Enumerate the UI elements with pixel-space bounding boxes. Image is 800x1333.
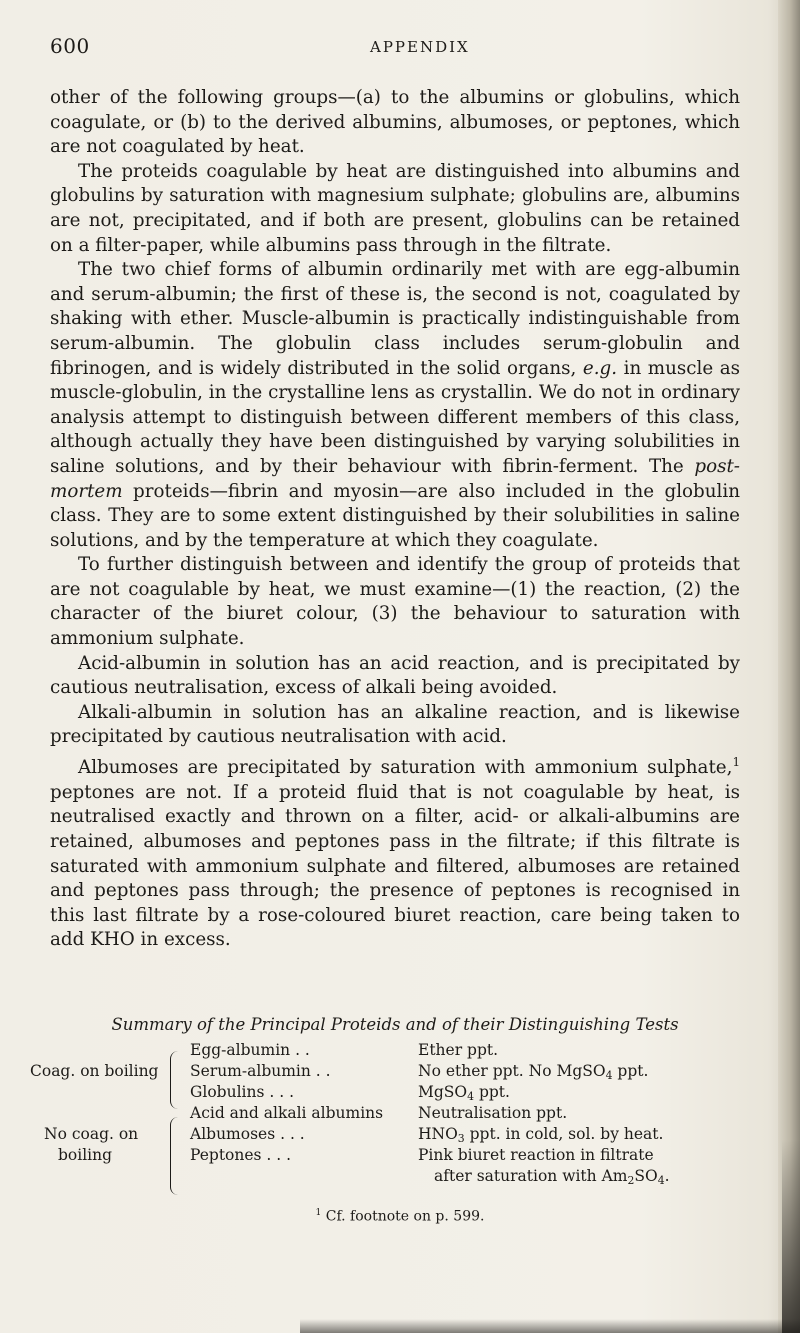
paragraph-3-post-mortem: post-mortem (50, 455, 740, 502)
paragraph-3-part-b: in muscle as muscle-globulin, in the crystalline lens as crystallin. We do not in ordinary analysis attempt to distinguish between different members of this class, although actually they have been distinguished by varying solubilities in saline solutions, and by their behaviour with fibrin-ferment. The (50, 357, 741, 477)
paragraph-4: To further distinguish between and identify the group of proteids that are not coagulable by heat, we must examine—(1) the reaction, (2) the character of the biuret colour, (3) the behaviour to saturation with ammonium sulphate. (50, 554, 740, 650)
table-row (30, 1124, 760, 1145)
paragraph-6: Alkali-albumin in solution has an alkaline reaction, and is likewise precipitated by cautious neutralisation with acid. (50, 701, 740, 748)
running-head: APPENDIX (370, 38, 470, 56)
body-text (50, 86, 740, 953)
test-result: MgSO$_4$ ppt. (418, 1083, 510, 1103)
proteid-name: Serum-albumin (190, 1062, 311, 1080)
test-result: after saturation with $Am_2SO_4$. (434, 1167, 670, 1187)
leader-dots: . . . (261, 1146, 292, 1164)
footnote (0, 1208, 800, 1225)
paragraph-3-part-a: The two chief forms of albumin ordinarily met with are egg-albumin and serum-albumin; the first of these is, the second is not, coagulated by shaking with ether. Muscle-albumin is practically indistinguishable from serum-albumin. The globulin class includes serum-globulin and fibrinogen, and is widely distributed in the solid organs, (50, 259, 740, 379)
table-row (30, 1061, 760, 1082)
paragraph-2: The proteids coagulable by heat are distinguished into albumins and globulins by saturation with magnesium sulphate; globulins are, albumins are not, precipitated, and if both are present, globulins can be retained on a filter-paper, while albumins pass through in the filtrate. (50, 160, 740, 256)
proteid-name: Egg-albumin (190, 1041, 291, 1059)
table-row (30, 1103, 760, 1124)
summary-table (30, 1015, 760, 1187)
bottom-shadow (300, 1319, 800, 1333)
page-header (50, 34, 740, 74)
proteid-name: Acid and alkali albumins (190, 1104, 384, 1122)
footnote-mark: 1 (315, 1208, 322, 1218)
paragraph-3 (50, 258, 740, 553)
paragraph-5: Acid-albumin in solution has an acid reaction, and is precipitated by cautious neutralisation, excess of alkali being avoided. (50, 652, 740, 699)
leader-dots: . . . (264, 1083, 294, 1101)
paragraph-7 (50, 750, 740, 953)
footnote-reference: 1 (732, 755, 740, 770)
proteid-name: Globulins (190, 1083, 265, 1101)
proteid-name: Peptones (190, 1146, 262, 1164)
leader-dots: . . (290, 1041, 310, 1059)
summary-title: Summary of the Principal Proteids and of their Distinguishing Tests (111, 1015, 679, 1034)
paragraph-3-part-c: proteids—fibrin and myosin—are also included in the globulin class. They are to some extent distinguished by their solubilities in saline solutions, and by the temperature at which they coagulate. (50, 480, 740, 551)
test-result: Ether ppt. (418, 1041, 499, 1059)
paragraph-7-part-a: Albumoses are precipitated by saturation with ammonium sulphate, (78, 757, 733, 779)
footnote-text: Cf. footnote on p. 599. (321, 1208, 485, 1225)
paragraph-7-part-b: peptones are not. If a proteid fluid that is not coagulable by heat, is neutralised exactly and thrown on a filter, acid- or alkali-albumins are retained, albumoses and peptones pass in the filtrate; if this filtrate is saturated with ammonium sulphate and filtered, albumoses are retained and peptones pass through; the presence of peptones is recognised in this last filtrate by a rose-coloured biuret reaction, care being taken to add KHO in excess. (50, 781, 740, 951)
table-row (30, 1166, 760, 1187)
group-label-coag: Coag. on boiling (30, 1062, 159, 1080)
test-result: Pink biuret reaction in filtrate (418, 1146, 654, 1164)
test-result: $HNO_3$ ppt. in cold, sol. by heat. (418, 1125, 664, 1145)
page-edge (778, 0, 800, 1333)
table-row (30, 1040, 760, 1061)
paragraph-1: other of the following groups—(a) to the albumins or globulins, which coagulate, or (b) to the derived albumins, albumoses, or peptones, which are not coagulated by heat. (50, 87, 740, 158)
table-row (30, 1082, 760, 1103)
page-number: 600 (50, 34, 90, 58)
test-result: Neutralisation ppt. (418, 1104, 568, 1122)
group-label-no-coag-2: boiling (58, 1146, 113, 1164)
paragraph-3-eg: e.g. (582, 357, 618, 379)
leader-dots: . . (310, 1062, 331, 1080)
page-edge-shadow (782, 1140, 800, 1333)
leader-dots: . . . (275, 1125, 305, 1143)
group-label-no-coag: No coag. on (44, 1125, 139, 1143)
table-row (30, 1145, 760, 1166)
proteid-name: Albumoses (190, 1125, 276, 1143)
test-result: No ether ppt. No MgSO$_4$ ppt. (418, 1062, 649, 1082)
